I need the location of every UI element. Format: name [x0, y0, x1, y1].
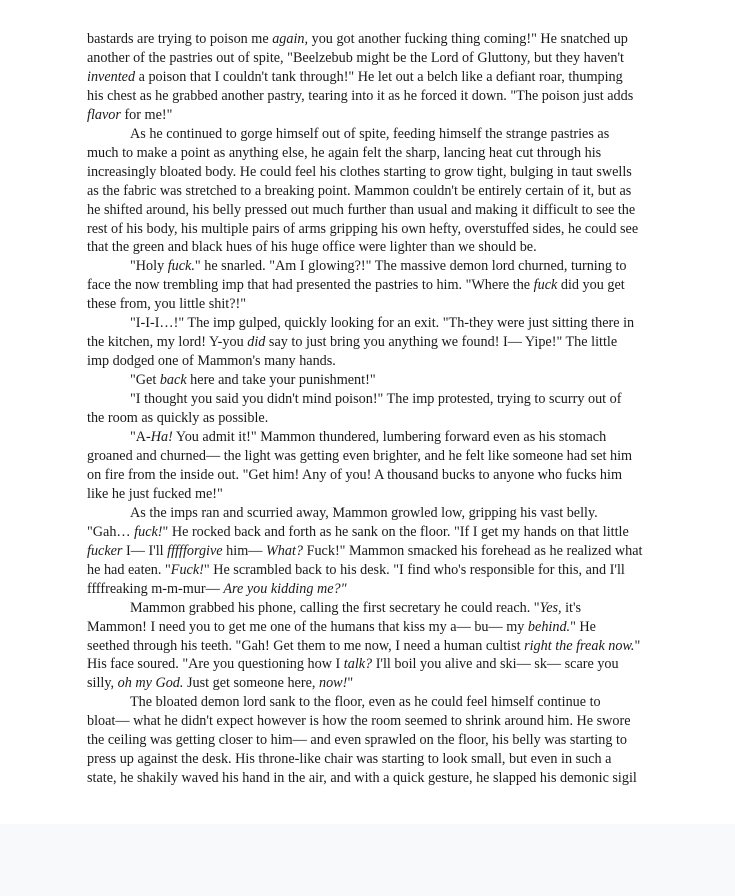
text-line [87, 712, 659, 731]
text-line [87, 750, 659, 769]
italic-text: behind. [527, 618, 571, 635]
text-segment: bastards are trying to poison me [87, 31, 273, 47]
italic-text: talk? [343, 656, 373, 673]
italic-text: right the freak now. [524, 637, 635, 654]
text-line [87, 466, 659, 485]
text-line [87, 68, 659, 87]
text-line [87, 87, 659, 106]
text-line [87, 637, 659, 656]
text-line [87, 182, 659, 201]
text-segment: it's [561, 599, 582, 616]
text-segment: " he snarled. "Am I glowing?!" The massive demon lord churned, turning to [194, 258, 627, 275]
italic-text: Are you kidding me?" [223, 580, 347, 597]
text-segment: seethed through his teeth. "Gah! Get them to me now, I need a human cultist [87, 637, 525, 654]
text-line [87, 731, 659, 750]
italic-text: Yes, [539, 599, 562, 616]
text-segment: ffffreaking m-m-mur— [87, 580, 224, 597]
page-bottom-margin [0, 824, 735, 896]
text-line [87, 49, 659, 68]
text-segment: His face soured. "Are you questioning how I [87, 656, 344, 673]
text-segment: on fire from the inside out. "Get him! Any of you! A thousand bucks to anyone who fucks him [87, 466, 622, 483]
text-segment: the ceiling was getting closer to him— and even sprawled on the floor, his belly was starting to [87, 732, 628, 749]
text-segment: "A- [130, 429, 151, 446]
text-line [87, 163, 659, 182]
text-segment: bloat— what he didn't expect however is how the room seemed to shrink around him. He swore [87, 713, 631, 730]
italic-text: fucker [87, 542, 123, 559]
text-line [87, 561, 659, 580]
italic-text: fuck [533, 277, 558, 294]
text-segment: state, he shakily waved his hand in the air, and with a quick gesture, he slapped his demonic sigil [87, 770, 637, 787]
text-line [87, 674, 659, 693]
text-segment: " He rocked back and forth as he sank on the floor. "If I get my hands on that little [162, 523, 629, 540]
text-segment: face the now trembling imp that had presented the pastries to him. "Where the [87, 277, 534, 294]
text-segment: You admit it!" Mammon thundered, lumbering forward even as his stomach [172, 429, 607, 446]
text-segment: "Gah… [87, 523, 135, 540]
text-segment: groaned and churned— the light was getting even brighter, and he felt like someone had set him [87, 447, 633, 464]
italic-text: now! [318, 675, 348, 692]
text-line [87, 523, 659, 542]
text-segment: As the imps ran and scurried away, Mammon growled low, gripping his vast belly. [130, 504, 598, 521]
text-line [87, 220, 659, 239]
text-segment: another of the pastries out of spite, "Beelzebub might be the Lord of Gluttony, but they haven't [87, 49, 624, 66]
text-segment: Fuck!" Mammon smacked his forehead as he realized what [303, 542, 643, 559]
text-segment: rest of his body, his multiple pairs of arms gripping his own hefty, overstuffed sides, he could see [87, 220, 639, 237]
text-line [87, 447, 659, 466]
text-segment: these from, you little shit?!" [87, 296, 247, 313]
text-line [87, 655, 659, 674]
text-segment: he shifted around, his belly pressed out much further than usual and making it difficult to see the [87, 201, 636, 218]
text-line [87, 106, 659, 125]
text-line [87, 125, 659, 144]
italic-text: oh my God. [117, 675, 184, 692]
text-segment: you got another fucking thing coming!" He snatched up [308, 31, 628, 47]
italic-text: again, [272, 31, 309, 47]
text-line [87, 201, 659, 220]
text-segment: say to just bring you anything we found! I— Yipe!" The little [265, 334, 618, 351]
text-segment: "I-I-I…!" The imp gulped, quickly looking for an exit. "Th-they were just sitting there in [130, 315, 635, 332]
text-segment: " He [570, 618, 596, 635]
text-segment: as the fabric was stretched to a breaking point. Mammon couldn't be entirely certain of it, but as [87, 182, 632, 199]
text-line [87, 428, 659, 447]
text-segment: "I thought you said you didn't mind poison!" The imp protested, trying to scurry out of [130, 391, 622, 408]
italic-text: back [159, 372, 187, 389]
text-segment: increasingly bloated body. He could feel his clothes starting to grow tight, bulging in taut swells [87, 163, 632, 180]
text-segment: " He scrambled back to his desk. "I find who's responsible for this, and I'll [203, 561, 625, 578]
text-segment: the kitchen, my lord! Y-you [87, 334, 248, 351]
text-line [87, 30, 659, 49]
text-line [87, 618, 659, 637]
text-segment: for me!" [120, 106, 173, 123]
italic-text: invented [87, 68, 136, 85]
text-line [87, 599, 659, 618]
italic-text: What? [265, 542, 304, 559]
text-line [87, 693, 659, 712]
italic-text: Ha! [150, 429, 173, 446]
italic-text: did [247, 334, 266, 351]
text-segment: "Get [130, 372, 160, 389]
text-segment: " [347, 675, 354, 692]
text-segment: silly, [87, 675, 118, 692]
text-segment: As he continued to gorge himself out of spite, feeding himself the strange pastries as [130, 125, 610, 142]
text-line [87, 769, 659, 788]
text-segment: his chest as he grabbed another pastry, tearing into it as he forced it down. "The poison just adds [87, 87, 634, 104]
text-segment: like he just fucked me!" [87, 485, 223, 502]
text-line [87, 333, 659, 352]
text-segment: press up against the desk. His throne-like chair was starting to look small, but even in such a [87, 751, 612, 768]
text-line [87, 276, 659, 295]
text-segment: Just get someone here, [183, 675, 319, 692]
text-segment: The bloated demon lord sank to the floor, even as he could feel himself continue to [130, 694, 601, 711]
text-segment: that the green and black hues of his huge office were lighter than we should be. [87, 239, 537, 256]
text-segment: I'll boil you alive and ski— sk— scare you [372, 656, 619, 673]
italic-text: Fuck! [170, 561, 204, 578]
text-segment: he had eaten. " [87, 561, 171, 578]
text-segment: here and take your punishment!" [186, 372, 376, 389]
text-line [87, 314, 659, 333]
text-segment: did you get [557, 277, 625, 294]
text-segment: " [634, 637, 641, 654]
text-line [87, 485, 659, 504]
text-line [87, 390, 659, 409]
text-line [87, 542, 659, 561]
text-segment: him— [222, 542, 266, 559]
text-segment: much to make a point as anything else, he again felt the sharp, lancing heat cut through his [87, 144, 602, 161]
text-line [87, 295, 659, 314]
text-line [87, 238, 659, 257]
document-body-text [87, 30, 659, 788]
italic-text: fuck! [134, 523, 163, 540]
text-line [87, 144, 659, 163]
italic-text: flavor [87, 106, 121, 123]
italic-text: ffffforgive [167, 542, 223, 559]
text-segment: Mammon! I need you to get me one of the humans that kiss my a— bu— my [87, 618, 528, 635]
text-line [87, 352, 659, 371]
text-line [87, 257, 659, 276]
text-segment: Mammon grabbed his phone, calling the first secretary he could reach. " [130, 599, 540, 616]
text-line [87, 371, 659, 390]
text-segment: the room as quickly as possible. [87, 410, 269, 427]
text-line [87, 409, 659, 428]
text-segment: a poison that I couldn't tank through!" He let out a belch like a defiant roar, thumping [135, 68, 623, 85]
text-segment: I— I'll [122, 542, 168, 559]
text-segment: imp dodged one of Mammon's many hands. [87, 353, 336, 370]
italic-text: fuck. [167, 258, 195, 275]
text-segment: "Holy [130, 258, 168, 275]
text-line [87, 580, 659, 599]
text-line [87, 504, 659, 523]
